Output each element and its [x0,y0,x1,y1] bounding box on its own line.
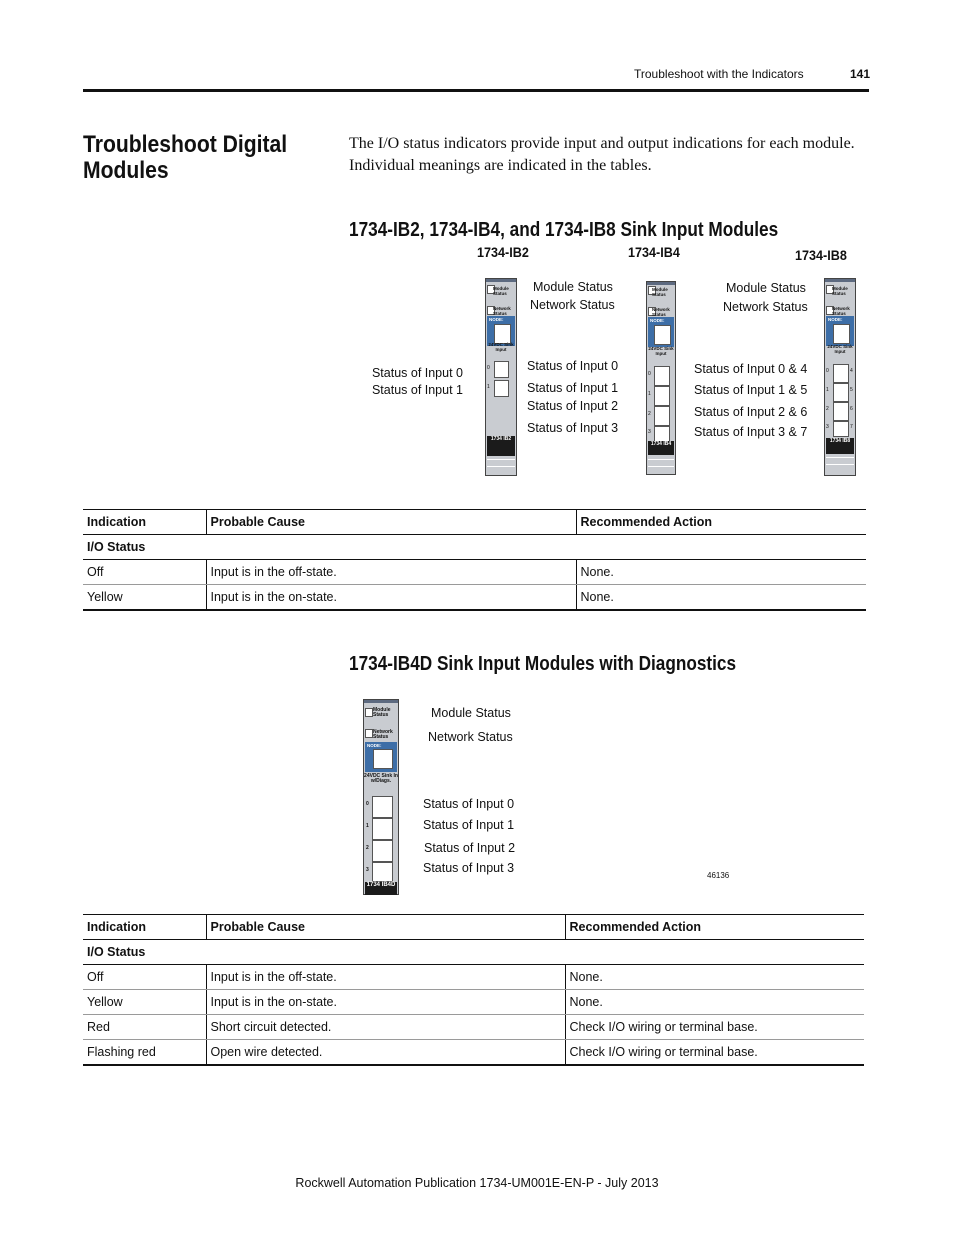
node-label: NODE: [828,317,843,322]
module-ib4-graphic: Module Status Network Status NODE: 24VDC Sink Input 0 1 2 3 1734 IB4 [646,281,676,475]
network-status-led [365,729,373,738]
label-ib4d-module-status: Module Status [431,706,511,720]
network-status-led-label: Network Status [832,306,850,316]
cell-indication: Flashing red [83,1040,206,1066]
page-number: 141 [850,67,871,81]
cell-recommended-action: None. [576,560,866,585]
input-2-6-led [833,402,849,421]
label-ib8-module-status: Module Status [726,281,806,295]
input-0-led [654,366,670,386]
running-header: Troubleshoot with the Indicators [634,67,804,81]
label-ib8-input-3-7: Status of Input 3 & 7 [694,425,808,439]
module-status-led-label: Module Status [832,286,848,296]
section-heading-diagnostics: 1734-IB4D Sink Input Modules with Diagnostics [349,653,737,675]
header-rule [83,89,869,92]
catalog-label-ib4: 1734 IB4 [648,441,674,455]
label-network-status: Network Status [530,298,615,312]
input-0-4-led [833,364,849,383]
section-label: I/O Status [83,940,864,965]
cell-probable-cause: Input is in the off-state. [206,965,565,990]
input-3-led [372,862,393,882]
cell-recommended-action: None. [565,965,864,990]
column-header: Indication [83,915,206,940]
input-0-led [494,361,509,378]
column-header: Probable Cause [206,915,565,940]
column-header: Recommended Action [565,915,864,940]
node-label: NODE: [650,318,665,323]
table-section-row [83,940,864,965]
table-section-row [83,535,866,560]
input-1-led [372,818,393,840]
input-2-led [654,406,670,426]
cell-indication: Yellow [83,990,206,1015]
page-footer: Rockwell Automation Publication 1734-UM001E-EN-P - July 2013 [295,1176,659,1190]
column-header: Indication [83,510,206,535]
node-label: NODE: [367,743,382,748]
table-row [83,1015,864,1040]
module-status-led [365,708,373,717]
catalog-label-ib8: 1734 IB8 [826,438,854,454]
column-header: Recommended Action [576,510,866,535]
table-header-row [83,510,866,535]
module-description: 24VDC Sink Input [827,344,853,354]
cell-recommended-action: None. [576,585,866,611]
cell-probable-cause: Open wire detected. [206,1040,565,1066]
module-description: 24VDC Sink In w/Diags. [364,773,398,784]
cell-probable-cause: Input is in the on-state. [206,585,576,611]
label-ib2-input-0: Status of Input 0 [371,366,463,380]
network-status-led-label: Network Status [373,729,393,740]
input-3-7-led [833,421,849,437]
label-ib4d-input-1: Status of Input 1 [423,818,515,832]
section-label: I/O Status [83,535,866,560]
label-ib4d-input-3: Status of Input 3 [423,861,515,875]
node-label: NODE: [489,317,504,322]
cell-recommended-action: Check I/O wiring or terminal base. [565,1015,864,1040]
cell-probable-cause: Short circuit detected. [206,1015,565,1040]
label-ib8-network-status: Network Status [723,300,808,314]
cell-indication: Off [83,965,206,990]
io-status-table-sink-input [83,509,866,611]
input-1-5-led [833,383,849,402]
table-row [83,585,866,611]
label-module-status: Module Status [533,280,613,294]
module-status-led-label: Module Status [652,287,668,297]
cell-recommended-action: Check I/O wiring or terminal base. [565,1040,864,1066]
node-address-panel [648,317,674,347]
section-heading-sink-input: 1734-IB2, 1734-IB4, and 1734-IB8 Sink Input Modules [349,219,779,241]
input-1-led [654,386,670,406]
input-0-led [372,796,393,818]
input-2-led [372,840,393,862]
input-1-led [494,380,509,397]
label-ib8-input-0-4: Status of Input 0 & 4 [694,362,808,376]
module-ib8-graphic: Module Status Network Status NODE: 24VDC Sink Input 0 4 1 5 2 6 3 7 1734 IB8 [824,278,856,476]
module-status-led-label: Module Status [373,707,391,718]
cell-indication: Yellow [83,585,206,611]
node-address-panel [365,742,397,772]
input-3-led [654,426,670,442]
module-ib4d-graphic: Module Status Network Status NODE: 24VDC Sink In w/Diags. 0 1 2 3 1734 IB4D [363,699,399,895]
label-ib4d-network-status: Network Status [428,730,513,744]
page-title: Troubleshoot Digital Modules [83,131,288,184]
table-header-row [83,915,864,940]
module-title-ib2: 1734-IB2 [477,244,529,260]
cell-recommended-action: None. [565,990,864,1015]
network-status-led-label: Network Status [493,306,511,316]
cell-probable-cause: Input is in the on-state. [206,990,565,1015]
node-address-panel [826,316,854,346]
column-header: Probable Cause [206,510,576,535]
label-ib8-input-1-5: Status of Input 1 & 5 [694,383,808,397]
module-status-led-label: Module Status [493,286,509,296]
label-ib4-input-1: Status of Input 1 [527,381,619,395]
catalog-label-ib2: 1734 IB2 [487,436,515,456]
label-ib4-input-3: Status of Input 3 [527,421,619,435]
io-status-table-diagnostics [83,914,864,1066]
table-row [83,1040,864,1066]
label-ib8-input-2-6: Status of Input 2 & 6 [694,405,808,419]
cell-indication: Red [83,1015,206,1040]
catalog-label-ib4d: 1734 IB4D [365,882,397,895]
intro-paragraph: The I/O status indicators provide input and output indications for each module. Individual meanings are indicated in the tables. [349,135,855,174]
module-title-ib4: 1734-IB4 [628,244,680,260]
network-status-led-label: Network Status [652,307,670,317]
table-row [83,560,866,585]
table-row [83,990,864,1015]
module-description: 24VDC Sink Input [488,342,514,352]
table-row [83,965,864,990]
label-ib4-input-2: Status of Input 2 [527,399,619,413]
label-ib4d-input-2: Status of Input 2 [424,841,516,855]
module-ib2-graphic: Module Status Network Status NODE: 24VDC Sink Input 0 1 1734 IB2 [485,278,517,476]
cell-probable-cause: Input is in the off-state. [206,560,576,585]
figure-id: 46136 [707,871,730,880]
label-ib4-input-0: Status of Input 0 [527,359,619,373]
label-ib4d-input-0: Status of Input 0 [423,797,515,811]
module-title-ib8: 1734-IB8 [795,247,847,263]
cell-indication: Off [83,560,206,585]
module-description: 24VDC Sink Input [648,346,674,356]
label-ib2-input-1: Status of Input 1 [371,383,463,397]
